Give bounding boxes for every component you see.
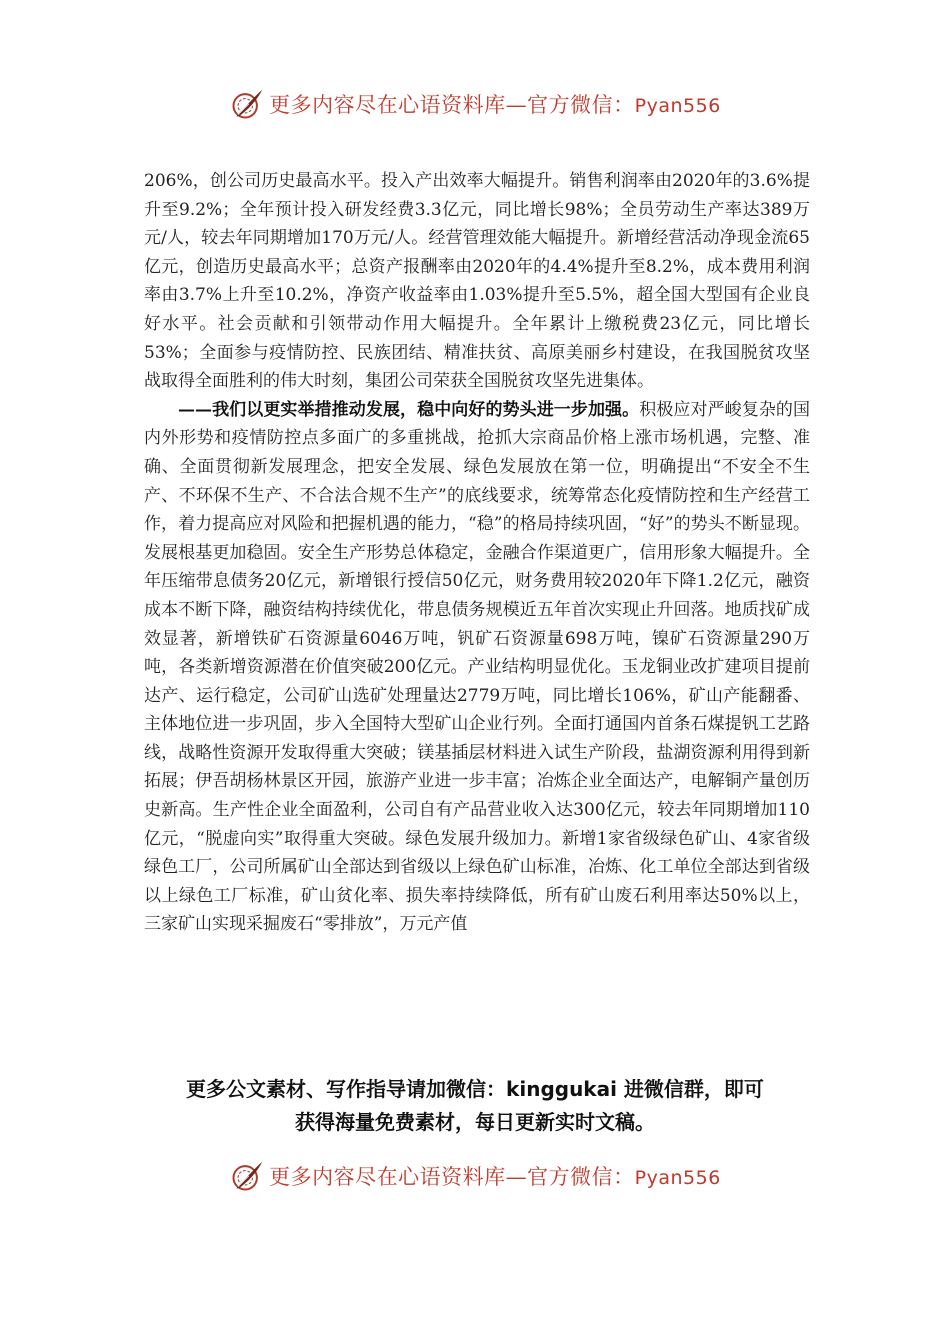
document-body (144, 167, 810, 939)
paragraph-text: 积极应对严峻复杂的国内外形势和疫情防控点多面广的多重挑战，抢抓大宗商品价格上涨市场机遇，完整、准确、全面贯彻新发展理念，把安全发展、绿色发展放在第一位，明确提出“不安全不生产、不环保不生产、不合法合规不生产”的底线要求，统筹常态化疫情防控和生产经营工作，着力提高应对风险和把握机遇的能力，“稳”的格局持续巩固，“好”的势头不断显现。发展根基更加稳固。安全生产形势总体稳定，金融合作渠道更广，信用形象大幅提升。全年压缩带息债务20亿元，新增银行授信50亿元，财务费用较2020年下降1.2亿元，融资成本不断下降，融资结构持续优化，带息债务规模近五年首次实现止升回落。地质找矿成效显著，新增铁矿石资源量6046万吨，钒矿石资源量698万吨，镍矿石资源量290万吨，各类新增资源潜在价值突破200亿元。产业结构明显优化。玉龙铜业改扩建项目提前达产、运行稳定，公司矿山选矿处理量达2779万吨，同比增长106%，矿山产能翻番、主体地位进一步巩固，步入全国特大型矿山企业行列。全面打通国内首条石煤提钒工艺路线，战略性资源开发取得重大突破；镁基插层材料进入试生产阶段，盐湖资源利用得到新拓展；伊吾胡杨林景区开园，旅游产业进一步丰富；冶炼企业全面达产，电解铜产量创历史新高。生产性企业全面盈利，公司自有产品营业收入达300亿元，较去年同期增加110亿元，“脱虚向实”取得重大突破。绿色发展升级加力。新增1家省级绿色矿山、4家省级绿色工厂，公司所属矿山全部达到省级以上绿色矿山标准，冶炼、化工单位全部达到省级以上绿色工厂标准，矿山贫化率、损失率持续降低，所有矿山废石利用率达50%以上，三家矿山实现采掘废石“零排放”，万元产值 (144, 399, 811, 935)
body-paragraph: 206%，创公司历史最高水平。投入产出效率大幅提升。销售利润率由2020年的3.6%提升至9.2%；全年预计投入研发经费3.3亿元，同比增长98%；全员劳动生产率达389万元/人，较去年同期增加170万元/人。经营管理效能大幅提升。新增经营活动净现金流65亿元，创造历史最高水平；总资产报酬率由2020年的4.4%提升至8.2%，成本费用利润率由3.7%上升至10.2%，净资产收益率由1.03%提升至5.5%，超全国大型国有企业良好水平。社会贡献和引领带动作用大幅提升。全年累计上缴税费23亿元，同比增长53%；全面参与疫情防控、民族团结、精准扶贫、高原美丽乡村建设，在我国脱贫攻坚战取得全面胜利的伟大时刻，集团公司荣获全国脱贫攻坚先进集体。 (144, 171, 810, 392)
watermark-wechat-id: Pyan556 (634, 95, 721, 117)
paragraph-lead-heading: ——我们以更实举措推动发展，稳中向好的势头进一步加强。 (178, 399, 640, 420)
watermark-cn: 更多内容尽在心语资料库—官方微信： (269, 93, 635, 117)
quill-logo-icon (229, 1158, 265, 1194)
header-watermark (0, 84, 950, 124)
watermark-text (269, 1161, 721, 1191)
watermark-cn: 更多内容尽在心语资料库—官方微信： (269, 1165, 635, 1189)
watermark-text (269, 89, 721, 119)
promo-notice (120, 1073, 830, 1139)
footer-watermark (0, 1156, 950, 1196)
body-paragraph (144, 396, 810, 939)
watermark-wechat-id: Pyan556 (634, 1167, 721, 1189)
quill-logo-icon (229, 86, 265, 122)
promo-line: 更多公文素材、写作指导请加微信：kinggukai 进微信群，即可 (186, 1077, 764, 1101)
promo-line: 获得海量免费素材，每日更新实时文稿。 (295, 1110, 655, 1134)
